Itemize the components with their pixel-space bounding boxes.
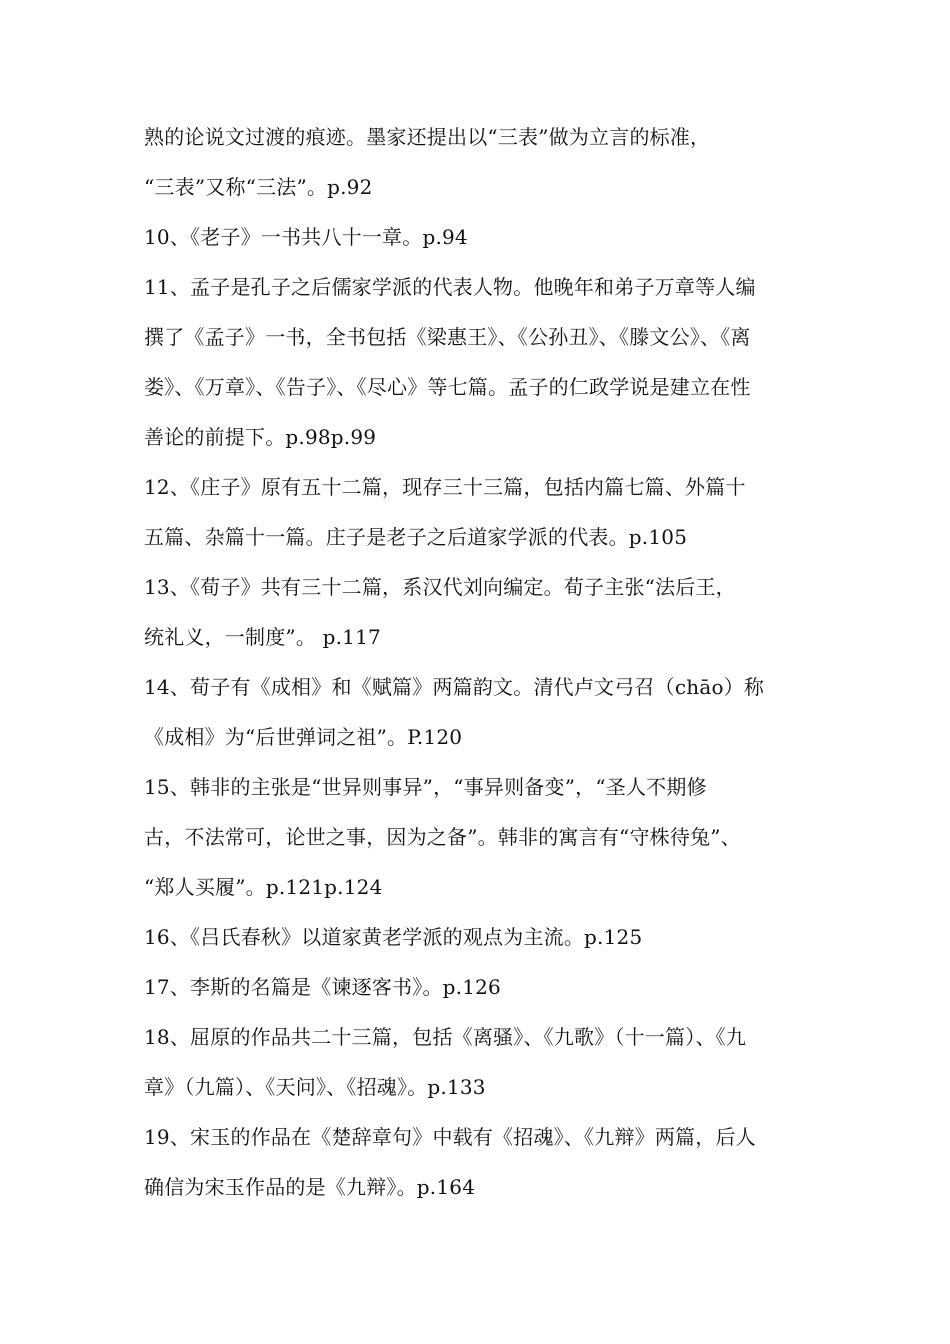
- text-line: 善论的前提下。p.98p.99: [144, 425, 377, 449]
- text-line: 13、《荀子》共有三十二篇，系汉代刘向编定。荀子主张“法后王，: [144, 575, 736, 599]
- text-line: 12、《庄子》原有五十二篇，现存三十三篇，包括内篇七篇、外篇十: [144, 475, 746, 499]
- text-line: 章》（九篇）、《天问》、《招魂》。p.133: [144, 1075, 486, 1099]
- text-line: 19、宋玉的作品在《楚辞章句》中载有《招魂》、《九辩》两篇，后人: [144, 1125, 756, 1149]
- document-body: [144, 112, 814, 1212]
- text-line: 10、《老子》一书共八十一章。p.94: [144, 225, 468, 249]
- text-line: 17、李斯的名篇是《谏逐客书》。p.126: [144, 975, 501, 999]
- text-line: 五篇、杂篇十一篇。庄子是老子之后道家学派的代表。p.105: [144, 525, 688, 549]
- text-line: 古，不法常可，论世之事，因为之备”。韩非的寓言有“守株待兔”、: [144, 825, 741, 849]
- text-line: 熟的论说文过渡的痕迹。墨家还提出以“三表”做为立言的标准，: [144, 125, 711, 149]
- text-line: 14、荀子有《成相》和《赋篇》两篇韵文。清代卢文弓召（chāo）称: [144, 675, 765, 699]
- text-line: 16、《吕氏春秋》以道家黄老学派的观点为主流。p.125: [144, 925, 643, 949]
- text-line: 统礼义，一制度”。 p.117: [144, 625, 381, 649]
- text-line: 18、屈原的作品共二十三篇，包括《离骚》、《九歌》（十一篇）、《九: [144, 1025, 747, 1049]
- text-line: “三表”又称“三法”。p.92: [144, 175, 373, 199]
- text-line: 11、孟子是孔子之后儒家学派的代表人物。他晚年和弟子万章等人编: [144, 275, 756, 299]
- text-line: 撰了《孟子》一书，全书包括《梁惠王》、《公孙丑》、《滕文公》、《离: [144, 325, 751, 349]
- text-line: “郑人买履”。p.121p.124: [144, 875, 383, 899]
- text-line: 确信为宋玉作品的是《九辩》。p.164: [144, 1175, 476, 1199]
- text-line: 15、韩非的主张是“世异则事异”，“事异则备变”，“圣人不期修: [144, 775, 707, 799]
- text-line: 《成相》为“后世弹词之祖”。P.120: [144, 725, 463, 749]
- text-line: 娄》、《万章》、《告子》、《尽心》等七篇。孟子的仁政学说是建立在性: [144, 375, 751, 399]
